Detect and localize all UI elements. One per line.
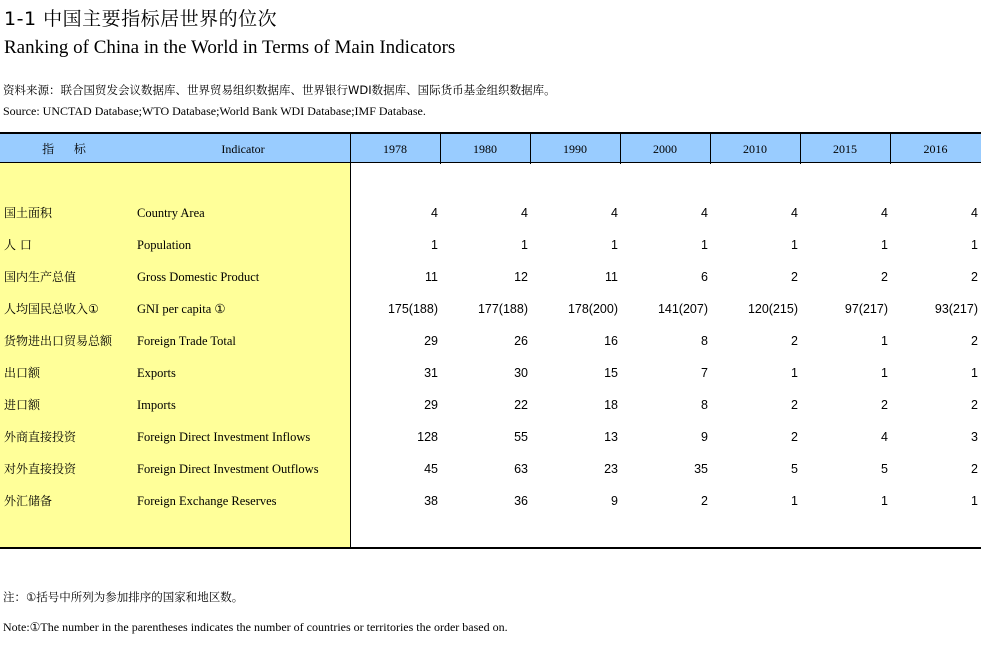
rank-cell: 141(207) — [657, 302, 708, 316]
indicator-en: Imports — [137, 398, 176, 412]
header-divider — [440, 134, 441, 164]
note-chinese: 注：①括号中所列为参加排序的国家和地区数。 — [3, 590, 244, 604]
header-divider — [350, 134, 351, 164]
rank-cell: 2 — [971, 462, 978, 476]
rank-cell: 38 — [424, 494, 438, 508]
rank-cell: 2 — [971, 270, 978, 284]
rank-cell: 97(217) — [844, 302, 888, 316]
rank-cell: 2 — [791, 398, 798, 412]
table-row — [0, 265, 981, 289]
rank-cell: 1 — [791, 366, 798, 380]
indicator-en: Foreign Trade Total — [137, 334, 236, 348]
header-divider — [890, 134, 891, 164]
header-year: 2010 — [743, 142, 767, 156]
rank-cell: 120(215) — [747, 302, 798, 316]
rank-cell: 9 — [701, 430, 708, 444]
rank-cell: 1 — [881, 334, 888, 348]
table-bottom-rule — [0, 547, 981, 549]
indicator-cn: 国土面积 — [4, 206, 53, 220]
rank-cell: 1 — [881, 238, 888, 252]
rank-cell: 30 — [514, 366, 528, 380]
table-row — [0, 425, 981, 449]
rank-cell: 178(200) — [567, 302, 618, 316]
header-en-label: Indicator — [221, 142, 265, 156]
rank-cell: 4 — [611, 206, 618, 220]
rank-cell: 4 — [431, 206, 438, 220]
rank-cell: 18 — [604, 398, 618, 412]
rank-cell: 11 — [605, 270, 618, 284]
rank-cell: 29 — [424, 334, 438, 348]
rank-cell: 29 — [424, 398, 438, 412]
title-chinese: 1-1 中国主要指标居世界的位次 — [4, 8, 278, 30]
header-year: 2015 — [833, 142, 857, 156]
header-year: 1978 — [383, 142, 407, 156]
header-year: 1980 — [473, 142, 497, 156]
indicator-cn: 对外直接投资 — [4, 462, 77, 476]
rank-cell: 4 — [881, 430, 888, 444]
rank-cell: 177(188) — [477, 302, 528, 316]
indicator-en: Foreign Exchange Reserves — [137, 494, 277, 508]
table-row — [0, 329, 981, 353]
rank-cell: 1 — [971, 494, 978, 508]
rank-cell: 31 — [424, 366, 438, 380]
rank-cell: 15 — [604, 366, 618, 380]
rank-cell: 1 — [431, 238, 438, 252]
indicator-table — [0, 132, 981, 549]
indicator-en: GNI per capita ① — [137, 302, 226, 316]
indicator-en: Foreign Direct Investment Inflows — [137, 430, 311, 444]
indicator-cn: 国内生产总值 — [4, 270, 77, 284]
rank-cell: 35 — [694, 462, 708, 476]
table-row — [0, 361, 981, 385]
rank-cell: 5 — [791, 462, 798, 476]
header-divider — [710, 134, 711, 164]
rank-cell: 4 — [521, 206, 528, 220]
rank-cell: 36 — [514, 494, 528, 508]
rank-cell: 13 — [604, 430, 618, 444]
table-row — [0, 233, 981, 257]
rank-cell: 5 — [881, 462, 888, 476]
rank-cell: 2 — [881, 398, 888, 412]
header-year: 2016 — [923, 142, 948, 156]
rank-cell: 9 — [611, 494, 618, 508]
rank-cell: 2 — [971, 334, 978, 348]
rank-cell: 1 — [971, 366, 978, 380]
rank-cell: 7 — [701, 366, 708, 380]
rank-cell: 93(217) — [934, 302, 978, 316]
header-cn-label: 指 标 — [42, 142, 94, 156]
indicator-en: Foreign Direct Investment Outflows — [137, 462, 319, 476]
rank-cell: 2 — [701, 494, 708, 508]
indicator-en: Population — [137, 238, 192, 252]
rank-cell: 1 — [881, 494, 888, 508]
indicator-cn: 人均国民总收入① — [4, 302, 99, 316]
indicator-cn: 货物进出口贸易总额 — [4, 334, 113, 348]
indicator-cn: 外商直接投资 — [4, 430, 77, 444]
table-body — [0, 163, 981, 547]
source-chinese: 资料来源：联合国贸发会议数据库、世界贸易组织数据库、世界银行WDI数据库、国际货币基金组织数据库。 — [3, 83, 556, 97]
rank-cell: 11 — [425, 270, 438, 284]
header-divider — [800, 134, 801, 164]
indicator-en: Exports — [137, 366, 176, 380]
table-row — [0, 457, 981, 481]
indicator-cn: 出口额 — [4, 366, 41, 380]
rank-cell: 1 — [611, 238, 618, 252]
rank-cell: 6 — [701, 270, 708, 284]
table-row — [0, 489, 981, 513]
rank-cell: 26 — [514, 334, 528, 348]
header-year: 1990 — [563, 142, 587, 156]
rank-cell: 4 — [791, 206, 798, 220]
indicator-en: Country Area — [137, 206, 205, 220]
rank-cell: 1 — [521, 238, 528, 252]
rank-cell: 1 — [881, 366, 888, 380]
note-english: Note:①The number in the parentheses indicates the number of countries or territories the order based on. — [3, 620, 508, 634]
rank-cell: 175(188) — [387, 302, 438, 316]
table-row — [0, 393, 981, 417]
indicator-cn: 外汇储备 — [4, 494, 53, 508]
header-divider — [620, 134, 621, 164]
rank-cell: 22 — [514, 398, 528, 412]
rank-cell: 2 — [971, 398, 978, 412]
rank-cell: 1 — [971, 238, 978, 252]
rank-cell: 23 — [604, 462, 618, 476]
header-year: 2000 — [653, 142, 677, 156]
rank-cell: 4 — [701, 206, 708, 220]
indicator-cn: 进口额 — [4, 398, 41, 412]
rank-cell: 4 — [881, 206, 888, 220]
rank-cell: 1 — [701, 238, 708, 252]
title-english: Ranking of China in the World in Terms of Main Indicators — [4, 37, 456, 58]
rank-cell: 8 — [701, 398, 708, 412]
indicator-en: Gross Domestic Product — [137, 270, 260, 284]
rank-cell: 16 — [604, 334, 618, 348]
rank-cell: 4 — [971, 206, 978, 220]
rank-cell: 2 — [791, 430, 798, 444]
table-header — [0, 132, 981, 163]
header-divider — [530, 134, 531, 164]
source-english: Source: UNCTAD Database;WTO Database;World Bank WDI Database;IMF Database. — [3, 104, 426, 118]
rank-cell: 8 — [701, 334, 708, 348]
indicator-cn: 人 口 — [4, 238, 32, 252]
rank-cell: 63 — [514, 462, 528, 476]
rank-cell: 2 — [791, 270, 798, 284]
table-row — [0, 297, 981, 321]
rank-cell: 55 — [514, 430, 528, 444]
rank-cell: 45 — [424, 462, 438, 476]
table-row — [0, 201, 981, 225]
rank-cell: 2 — [881, 270, 888, 284]
rank-cell: 3 — [971, 430, 978, 444]
rank-cell: 128 — [417, 430, 438, 444]
rank-cell: 12 — [514, 270, 528, 284]
rank-cell: 1 — [791, 494, 798, 508]
rank-cell: 1 — [791, 238, 798, 252]
rank-cell: 2 — [791, 334, 798, 348]
